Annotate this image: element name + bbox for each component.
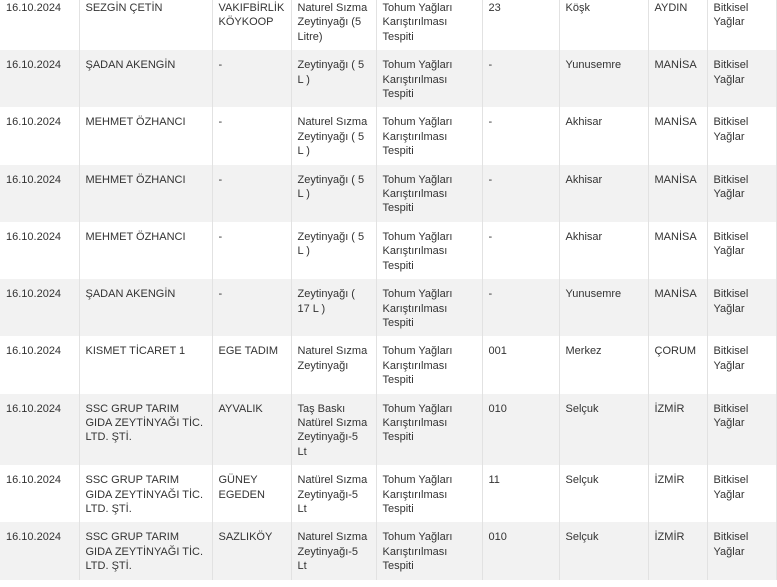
cell-date: 16.10.2024	[0, 394, 79, 466]
cell-province: MANİSA	[648, 165, 707, 222]
cell-firm: SSC GRUP TARIM GIDA ZEYTİNYAĞI TİC. LTD. ŞTİ.	[79, 465, 212, 522]
cell-district: Köşk	[559, 0, 648, 50]
cell-product-group: Bitkisel Yağlar	[707, 165, 776, 222]
cell-district: Akhisar	[559, 107, 648, 164]
cell-province: İZMİR	[648, 465, 707, 522]
cell-product: Taş Baskı Natürel Sızma Zeytinyağı-5 Lt	[291, 394, 376, 466]
cell-product: Naturel Sızma Zeytinyağı ( 5 L )	[291, 107, 376, 164]
cell-province: MANİSA	[648, 222, 707, 279]
cell-brand: -	[212, 50, 291, 107]
cell-district: Selçuk	[559, 522, 648, 579]
table-row	[0, 394, 776, 466]
cell-violation: Tohum Yağları Karıştırılması Tespiti	[376, 336, 482, 393]
cell-province: MANİSA	[648, 107, 707, 164]
cell-lot: -	[482, 279, 559, 336]
cell-date: 16.10.2024	[0, 107, 79, 164]
cell-violation: Tohum Yağları Karıştırılması Tespiti	[376, 394, 482, 466]
cell-district: Selçuk	[559, 394, 648, 466]
cell-violation: Tohum Yağları Karıştırılması Tespiti	[376, 465, 482, 522]
cell-product-group: Bitkisel Yağlar	[707, 465, 776, 522]
cell-firm: MEHMET ÖZHANCI	[79, 165, 212, 222]
table-row	[0, 165, 776, 222]
table-row	[0, 336, 776, 393]
cell-firm: ŞADAN AKENGİN	[79, 50, 212, 107]
cell-product: Zeytinyağı ( 17 L )	[291, 279, 376, 336]
cell-province: İZMİR	[648, 522, 707, 579]
cell-date: 16.10.2024	[0, 165, 79, 222]
cell-firm: MEHMET ÖZHANCI	[79, 107, 212, 164]
cell-district: Selçuk	[559, 465, 648, 522]
table-row	[0, 222, 776, 279]
cell-lot: -	[482, 107, 559, 164]
cell-violation: Tohum Yağları Karıştırılması Tespiti	[376, 279, 482, 336]
cell-lot: -	[482, 165, 559, 222]
cell-province: MANİSA	[648, 50, 707, 107]
cell-district: Yunusemre	[559, 279, 648, 336]
cell-product: Natürel Sızma Zeytinyağı-5 Lt	[291, 465, 376, 522]
cell-district: Akhisar	[559, 222, 648, 279]
cell-firm: MEHMET ÖZHANCI	[79, 222, 212, 279]
cell-lot: 11	[482, 465, 559, 522]
cell-lot: 23	[482, 0, 559, 50]
cell-violation: Tohum Yağları Karıştırılması Tespiti	[376, 522, 482, 579]
cell-date: 16.10.2024	[0, 465, 79, 522]
table-row	[0, 50, 776, 107]
cell-province: İZMİR	[648, 394, 707, 466]
table-row	[0, 279, 776, 336]
cell-province: ÇORUM	[648, 336, 707, 393]
cell-brand: -	[212, 107, 291, 164]
cell-product-group: Bitkisel Yağlar	[707, 394, 776, 466]
cell-firm: ŞADAN AKENGİN	[79, 279, 212, 336]
cell-product: Naturel Sızma Zeytinyağı-5 Lt	[291, 522, 376, 579]
cell-brand: AYVALIK	[212, 394, 291, 466]
cell-product: Zeytinyağı ( 5 L )	[291, 222, 376, 279]
cell-lot: -	[482, 222, 559, 279]
cell-product: Zeytinyağı ( 5 L )	[291, 50, 376, 107]
cell-province: MANİSA	[648, 279, 707, 336]
cell-product-group: Bitkisel Yağlar	[707, 107, 776, 164]
cell-product: Naturel Sızma Zeytinyağı (5 Litre)	[291, 0, 376, 50]
cell-district: Yunusemre	[559, 50, 648, 107]
cell-product-group: Bitkisel Yağlar	[707, 222, 776, 279]
cell-firm: KISMET TİCARET 1	[79, 336, 212, 393]
cell-district: Merkez	[559, 336, 648, 393]
cell-date: 16.10.2024	[0, 522, 79, 579]
cell-date: 16.10.2024	[0, 279, 79, 336]
cell-lot: 010	[482, 522, 559, 579]
cell-firm: SSC GRUP TARIM GIDA ZEYTİNYAĞI TİC. LTD. ŞTİ.	[79, 394, 212, 466]
cell-brand: VAKIFBİRLİK KÖYKOOP	[212, 0, 291, 50]
cell-product: Naturel Sızma Zeytinyağı	[291, 336, 376, 393]
table-row	[0, 465, 776, 522]
cell-violation: Tohum Yağları Karıştırılması Tespiti	[376, 107, 482, 164]
cell-date: 16.10.2024	[0, 0, 79, 50]
cell-brand: -	[212, 165, 291, 222]
cell-product-group: Bitkisel Yağlar	[707, 50, 776, 107]
cell-brand: GÜNEY EGEDEN	[212, 465, 291, 522]
cell-violation: Tohum Yağları Karıştırılması Tespiti	[376, 50, 482, 107]
cell-product: Zeytinyağı ( 5 L )	[291, 165, 376, 222]
cell-brand: -	[212, 279, 291, 336]
cell-lot: -	[482, 50, 559, 107]
cell-violation: Tohum Yağları Karıştırılması Tespiti	[376, 0, 482, 50]
cell-violation: Tohum Yağları Karıştırılması Tespiti	[376, 165, 482, 222]
cell-violation: Tohum Yağları Karıştırılması Tespiti	[376, 222, 482, 279]
cell-district: Akhisar	[559, 165, 648, 222]
cell-date: 16.10.2024	[0, 336, 79, 393]
table-row	[0, 522, 776, 579]
cell-product-group: Bitkisel Yağlar	[707, 522, 776, 579]
cell-province: AYDIN	[648, 0, 707, 50]
cell-product-group: Bitkisel Yağlar	[707, 279, 776, 336]
cell-brand: SAZLIKÖY	[212, 522, 291, 579]
cell-brand: -	[212, 222, 291, 279]
cell-product-group: Bitkisel Yağlar	[707, 336, 776, 393]
table-row	[0, 0, 776, 50]
cell-lot: 001	[482, 336, 559, 393]
cell-date: 16.10.2024	[0, 222, 79, 279]
cell-lot: 010	[482, 394, 559, 466]
cell-firm: SSC GRUP TARIM GIDA ZEYTİNYAĞI TİC. LTD. ŞTİ.	[79, 522, 212, 579]
cell-brand: EGE TADIM	[212, 336, 291, 393]
cell-date: 16.10.2024	[0, 50, 79, 107]
cell-firm: SEZGİN ÇETİN	[79, 0, 212, 50]
cell-product-group: Bitkisel Yağlar	[707, 0, 776, 50]
table-row	[0, 107, 776, 164]
